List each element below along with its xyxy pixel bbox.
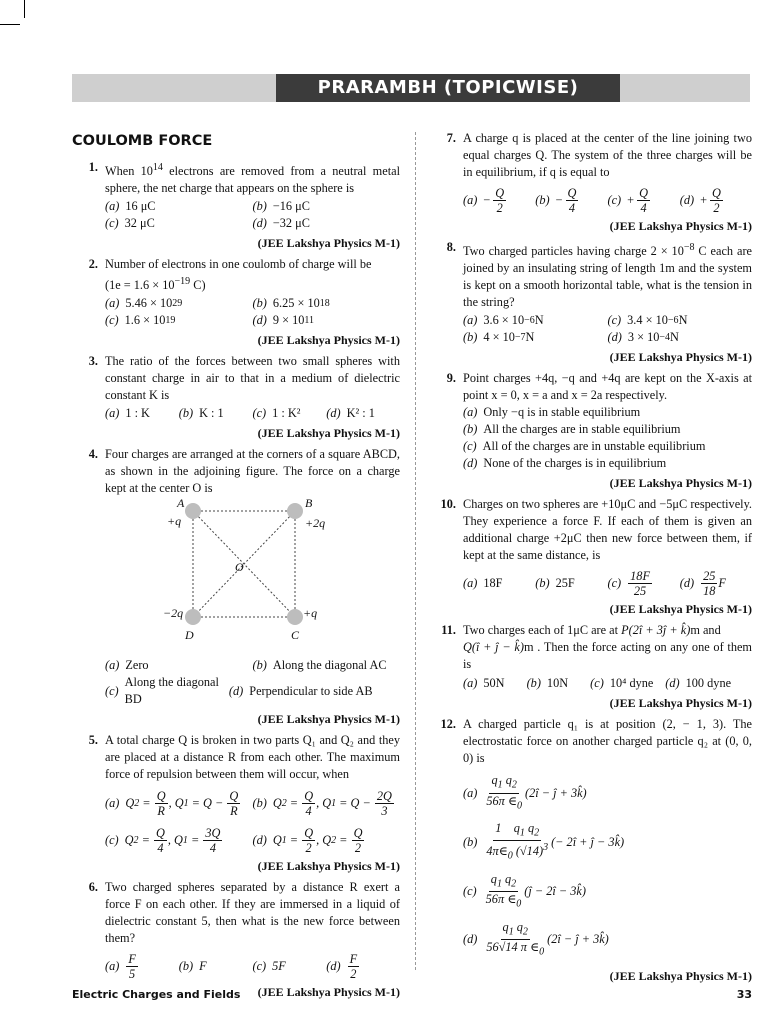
option-c: (c) 5F [252, 959, 286, 974]
option-c: (c) 32 μC [105, 216, 155, 231]
charge-A: +q [167, 514, 182, 529]
option-b: (b) K : 1 [178, 406, 224, 421]
option-a: (a) 16 μC [105, 199, 156, 214]
question-number: 8. [446, 240, 456, 254]
option-a: (a) $\frac{F}{5}$ [105, 952, 136, 982]
question-number: 1. [88, 160, 98, 174]
option-d: (d) 9 × 10 11 [252, 313, 315, 328]
question-10 [430, 496, 752, 618]
question-5 [72, 732, 400, 875]
page-number: 33 [736, 988, 752, 1001]
question-text: Two charged particles having charge $2 \times 10^{-8}$ C each are joined by an insulating string of length 1m and the system is kept on a smooth horizontal table, what is the tension in the string? [463, 242, 752, 310]
column-divider [415, 132, 416, 970]
source-tag: (JEE Lakshya Physics M-1) [257, 426, 400, 441]
option-c: (c) 1 : K² [252, 406, 301, 421]
source-tag: (JEE Lakshya Physics M-1) [257, 985, 400, 1000]
option-a: (a) Only −q is in stable equilibrium [463, 405, 641, 420]
question-number: 11. [441, 623, 456, 638]
option-c: (c) Along the diagonal BD [105, 675, 219, 707]
option-c: (c) 1.6 × 10 19 [105, 313, 176, 328]
question-text: Point charges +4q, −q and +4q are kept on the X-axis at point x = 0, x = a and x = 2a respectively. [463, 371, 752, 403]
option-b: (b) $\frac{1 q_1 q_2}{4\pi\in_0 (√14)^3}$ (− 2î + ĵ − 3k̂) [463, 821, 625, 862]
question-number: 7. [446, 131, 456, 145]
option-a: (a) Q 2 = $\frac{Q}{R}$ , Q 1 = Q − $\frac{Q}{R}$ [105, 789, 239, 819]
charge-D: −2q [163, 606, 184, 621]
source-tag: (JEE Lakshya Physics M-1) [609, 476, 752, 491]
option-c: (c) 10⁴ dyne [590, 676, 654, 691]
option-d: (d) Q 1 = $\frac{Q}{2}$ , Q 2 = $\frac{Q}{2}$ [252, 826, 363, 856]
option-b: (b) 10N [526, 676, 569, 691]
options [463, 186, 752, 215]
source-tag: (JEE Lakshya Physics M-1) [609, 602, 752, 617]
source-tag: (JEE Lakshya Physics M-1) [257, 333, 400, 348]
option-c: (c) All of the charges are in unstable equilibrium [463, 439, 706, 454]
question-text: Charges on two spheres are +10μC and −5μC respectively. They experience a force F. If each of them is given an additional charge +2μC then new force between them, if kept at the same distance, is [463, 497, 752, 563]
label-C: C [291, 628, 300, 643]
option-b: (b) 4 × 10 −7 N [463, 330, 535, 345]
options [463, 312, 752, 346]
question-number: 3. [88, 354, 98, 369]
options [105, 657, 400, 708]
option-d: (d) $\frac{25}{18}$ F [679, 569, 726, 599]
option-d: (d) Perpendicular to side AB [228, 683, 373, 698]
source-tag: (JEE Lakshya Physics M-1) [257, 859, 400, 874]
footer-chapter: Electric Charges and Fields [72, 988, 241, 1001]
options [105, 405, 400, 422]
option-a: (a) − $\frac{Q}{2}$ [463, 186, 505, 215]
options [105, 952, 400, 981]
options [463, 569, 752, 598]
option-b: (b) 6.25 × 10 18 [252, 296, 330, 311]
question-9 [430, 370, 752, 492]
banner-title: PRARAMBH (TOPICWISE) [276, 74, 620, 102]
question-text: A charged particle q₁ is at position (2, − 1, 3). The electrostatic force on another charged particle q₂ at (0, 0, 0) is [463, 717, 752, 766]
option-a: (a) 5.46 × 10 29 [105, 296, 183, 311]
question-3 [72, 353, 400, 442]
option-d: (d) −32 μC [252, 216, 310, 231]
option-d: (d) + $\frac{Q}{2}$ [679, 186, 721, 215]
question-11 [430, 622, 752, 712]
question-text: When $10^{14}$ electrons are removed from a neutral metal sphere, the net charge that appears on the sphere is [105, 162, 400, 196]
question-1 [72, 159, 400, 252]
source-tag: (JEE Lakshya Physics M-1) [609, 350, 752, 365]
source-tag: (JEE Lakshya Physics M-1) [609, 696, 752, 711]
options [463, 675, 752, 692]
option-d: (d) $\frac{q_1 q_2}{56√14 \pi \in_0}$ (2î − ĵ + 3k̂) [463, 919, 609, 958]
option-a: (a) 18F [463, 576, 503, 591]
question-text: Two charges each of 1μC are at P(2î + 3ĵ + k̂)m and Q(î + ĵ − k̂)m . Then the force acting on any one of them is [463, 623, 752, 672]
label-A: A [177, 496, 185, 511]
question-text: The ratio of the forces between two small spheres with constant charge in air to that in a medium of dielectric constant K is [105, 354, 400, 403]
question-12 [430, 716, 752, 985]
label-B: B [305, 496, 313, 511]
option-a: (a) 50N [463, 676, 505, 691]
right-column [430, 130, 752, 989]
source-tag: (JEE Lakshya Physics M-1) [609, 219, 752, 233]
question-text: Number of electrons in one coulomb of charge will be ($1e = 1.6 \times 10^{-19}$ C) [105, 257, 372, 293]
charge-B: +2q [305, 516, 326, 531]
question-8 [430, 239, 752, 366]
question-number: 6. [88, 880, 98, 895]
option-b: (b) Along the diagonal AC [252, 658, 387, 673]
option-b: (b) Q 2 = $\frac{Q}{4}$ , Q 1 = Q − $\frac{2Q}{3}$ [252, 789, 392, 819]
question-7 [430, 130, 752, 235]
question-6 [72, 879, 400, 1001]
options [105, 295, 400, 329]
option-d: (d) 3 × 10 −4 N [607, 330, 679, 345]
option-d: (d) None of the charges is in equilibrium [463, 456, 667, 471]
question-4 [72, 446, 400, 728]
left-column [72, 130, 400, 1005]
option-a: (a) 1 : K [105, 406, 150, 421]
option-b: (b) All the charges are in stable equilibrium [463, 422, 681, 437]
label-O: O [235, 560, 244, 575]
header-banner [72, 74, 750, 102]
question-number: 5. [88, 733, 98, 748]
option-c: (c) $\frac{q_1 q_2}{56\pi \in_0}$ (ĵ − 2î − 3k̂) [463, 872, 586, 910]
crop-mark-vertical [24, 0, 25, 18]
option-c: (c) + $\frac{Q}{4}$ [607, 186, 648, 215]
option-c: (c) 3.4 × 10 −6 N [607, 313, 688, 328]
section-title: COULOMB FORCE [72, 133, 213, 149]
source-tag: (JEE Lakshya Physics M-1) [609, 968, 752, 983]
option-b: (b) −16 μC [252, 199, 310, 214]
question-number: 4. [88, 447, 98, 462]
option-c: (c) $\frac{18F}{25}$ [607, 569, 650, 599]
options [463, 773, 752, 960]
question-text: Four charges are arranged at the corners of a square ABCD, as shown in the adjoining figure. The force on a charge kept at the center O is [105, 447, 400, 496]
option-d: (d) $\frac{F}{2}$ [326, 952, 358, 982]
options [463, 404, 752, 472]
question-number: 2. [88, 257, 98, 272]
option-d: (d) K² : 1 [326, 406, 375, 421]
option-b: (b) 25F [535, 576, 575, 591]
question-2 [72, 256, 400, 349]
question-text: A total charge Q is broken in two parts Q₁ and Q₂ and they are placed at a distance R from each other. The maximum force of repulsion between them will occur, when [105, 733, 400, 782]
question-text: Two charged spheres separated by a distance R exert a force F on each other. If they are immersed in a liquid of dielectric constant 5, then what is the new force between them? [105, 880, 400, 946]
options [105, 198, 400, 232]
source-tag: (JEE Lakshya Physics M-1) [257, 712, 400, 727]
option-a: (a) 3.6 × 10 −6 N [463, 313, 544, 328]
option-c: (c) Q 2 = $\frac{Q}{4}$ , Q 1 = $\frac{3Q}{4}$ [105, 826, 221, 856]
option-d: (d) 100 dyne [665, 676, 732, 691]
question-number: 9. [446, 371, 456, 386]
source-tag: (JEE Lakshya Physics M-1) [257, 236, 400, 251]
square-charge-figure [163, 496, 343, 651]
option-b: (b) F [178, 959, 207, 974]
question-text: A charge q is placed at the center of the line joining two equal charges Q. The system of the three charges will be in equilibrium, if q is equal to [463, 131, 752, 179]
option-a: (a) $\frac{q_1 q_2}{56\pi \in_0}$ (2î − ĵ + 3k̂) [463, 773, 587, 811]
question-number: 12. [440, 717, 456, 732]
charge-C: +q [303, 606, 318, 621]
label-D: D [185, 628, 194, 643]
option-b: (b) − $\frac{Q}{4}$ [535, 186, 577, 215]
question-number: 10. [440, 497, 456, 512]
option-a: (a) Zero [105, 658, 149, 673]
options [105, 789, 400, 855]
crop-mark-horizontal [0, 24, 20, 25]
